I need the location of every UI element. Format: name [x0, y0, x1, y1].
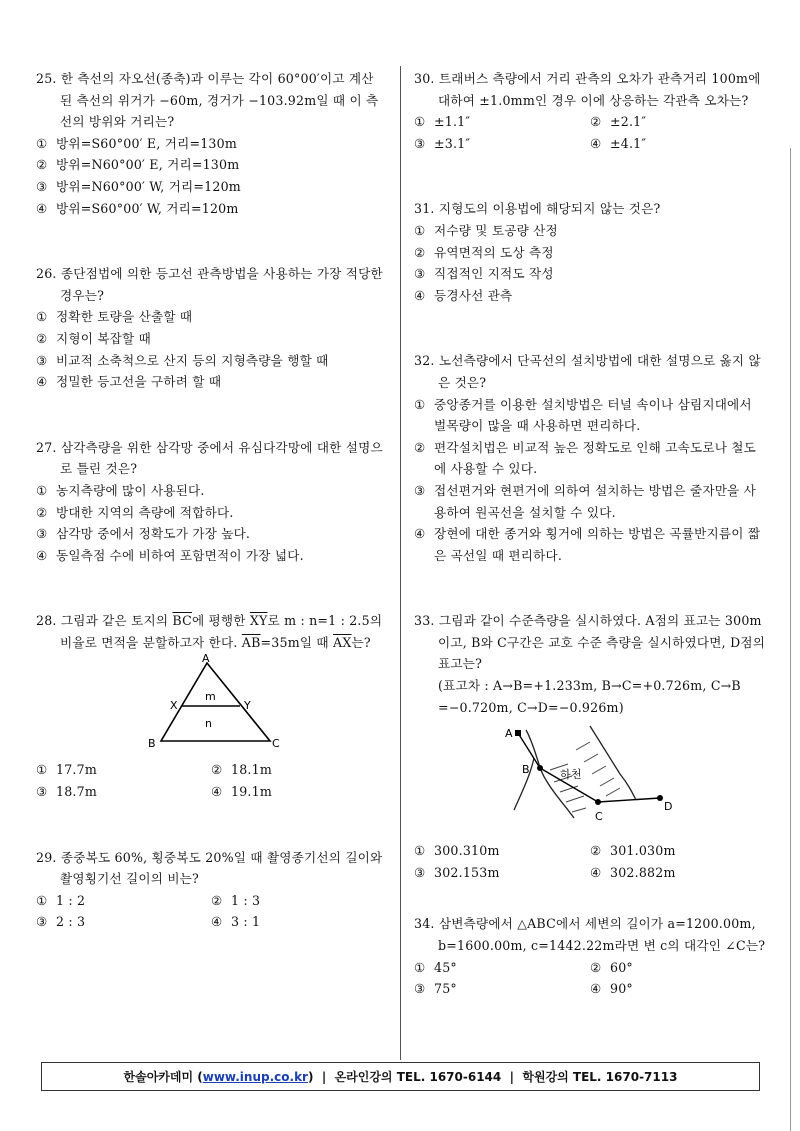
- question-number: 30.: [414, 71, 435, 86]
- option-2: ② 60°: [590, 959, 633, 975]
- option-1: ① 300.310m: [414, 843, 500, 859]
- question-number: 33.: [414, 613, 435, 629]
- question-34: [414, 913, 766, 999]
- label-c: C: [595, 810, 603, 824]
- option-2: ② 방위=N60°00′ E, 거리=130m: [36, 157, 240, 173]
- option-4: ④ 장현에 대한 종거와 횡거에 의하는 방법은 곡률반지름이 짧은 곡선일 때 편리하다.: [414, 526, 761, 563]
- option-4: ④ 동일측점 수에 비하여 포함면적이 가장 넓다.: [36, 547, 304, 563]
- question-text: 트래버스 측량에서 거리 관측의 오차가 관측거리 100m에 대하여 ±1.0mm인 경우 이에 상응하는 각관측 오차는?: [438, 71, 761, 108]
- segment-bc: $\overline{BC}$: [172, 613, 192, 629]
- question-number: 32.: [414, 353, 435, 369]
- label-n: n: [205, 717, 213, 731]
- option-4: ④ 90°: [590, 981, 633, 997]
- options-grid: [36, 759, 386, 802]
- option-1: ① 저수량 및 토공량 산정: [414, 222, 558, 238]
- label-d: D: [664, 800, 673, 814]
- page-edge-line: [790, 148, 791, 1131]
- question-text: 노선측량에서 단곡선의 설치방법에 대한 설명으로 옳지 않은 것은?: [438, 353, 761, 390]
- option-1: ① ±1.1″: [414, 114, 471, 130]
- question-number: 25.: [36, 71, 57, 86]
- option-3: ③ 2 : 3: [36, 914, 86, 930]
- label-m: m: [205, 690, 216, 704]
- label-river: 하천: [560, 768, 582, 782]
- footer-academy: 한솔아카데미 (: [123, 1070, 203, 1084]
- option-1: ① 중앙종거를 이용한 설치방법은 터널 속이나 삼림지대에서 벌목량이 많을 때 사용하면 편리하다.: [414, 396, 752, 434]
- option-2: ② ±2.1″: [590, 114, 647, 130]
- option-3: ③ 75°: [414, 981, 457, 997]
- option-1: ① 1 : 2: [36, 892, 86, 908]
- option-4: ④ 방위=S60°00′ W, 거리=120m: [36, 200, 239, 216]
- right-column: [414, 68, 766, 1000]
- option-1: ① 정확한 토량을 산출할 때: [36, 309, 193, 325]
- question-31: [414, 198, 766, 306]
- footer-online-phone: 온라인강의 TEL. 1670-6144: [334, 1070, 502, 1084]
- question-number: 29.: [36, 849, 57, 865]
- question-number: 34.: [414, 916, 435, 932]
- question-text: 지형도의 이용법에 해당되지 않는 것은?: [438, 201, 661, 217]
- label-a: A: [202, 653, 210, 666]
- option-2: ② 방대한 지역의 측량에 적합하다.: [36, 504, 234, 520]
- question-28: 28. 그림과 같은 토지의 $\overline{BC}$에 평행한 $\overline{XY}$로 m : n=1 : 2.5의 비율로 면적을 분할하고자 한다. $\overline{AB}=35m$일 때 $\overline{AX}$는? A B C X Y m n ① 17.7m ② 18.1m ③ 18.7m ④ 19.1m: [36, 610, 386, 802]
- options-grid: [414, 111, 766, 154]
- column-divider: [400, 66, 401, 1060]
- option-4: ④ 302.882m: [590, 864, 676, 880]
- question-text: 종중복도 60%, 횡중복도 20%일 때 촬영종기선의 길이와 촬영횡기선 길이의 비는?: [60, 849, 383, 887]
- question-25: [36, 68, 386, 219]
- option-1: ① 방위=S60°00′ E, 거리=130m: [36, 135, 237, 151]
- option-1: ① 농지측량에 많이 사용된다.: [36, 482, 205, 498]
- label-b: B: [148, 737, 156, 751]
- option-3: ③ 직접적인 지적도 작성: [414, 266, 554, 282]
- segment-xy: $\overline{XY}$: [249, 613, 268, 629]
- option-4: ④ 19.1m: [211, 784, 272, 800]
- option-4: ④ ±4.1″: [590, 135, 647, 151]
- question-text: 한 측선의 자오선(종축)과 이루는 각이 60°00′이고 계산된 측선의 위거가 −60m, 경거가 −103.92m일 때 이 측선의 방위와 거리는?: [60, 71, 379, 130]
- question-text: 삼각측량을 위한 삼각망 중에서 유심다각망에 대한 설명으로 틀린 것은?: [60, 439, 383, 477]
- question-number: 26.: [36, 266, 57, 282]
- label-y: Y: [244, 699, 251, 713]
- option-3: ③ 방위=N60°00′ W, 거리=120m: [36, 178, 241, 194]
- option-2: ② 유역면적의 도상 측정: [414, 244, 554, 260]
- options-grid: [36, 890, 386, 933]
- leveling-figure: [414, 718, 766, 836]
- elevation-note: (표고차 : A→B=+1.233m, B→C=+0.726m, C→B =−0.720m, C→D=−0.926m): [438, 678, 741, 715]
- option-1: ① 45°: [414, 959, 457, 975]
- option-3: ③ 18.7m: [36, 784, 97, 800]
- triangle-figure: [36, 653, 386, 753]
- left-column: [36, 68, 386, 933]
- label-c: C: [272, 737, 280, 751]
- question-33: [414, 610, 766, 883]
- options-grid: [414, 840, 766, 883]
- footer-website-link[interactable]: www.inup.co.kr: [202, 1069, 308, 1084]
- option-4: ④ 3 : 1: [211, 914, 261, 930]
- option-2: ② 301.030m: [590, 843, 676, 859]
- segment-ax: $\overline{AX}$: [333, 634, 352, 650]
- question-29: [36, 847, 386, 933]
- option-4: ④ 정밀한 등고선을 구하려 할 때: [36, 374, 222, 390]
- option-1: ① 17.7m: [36, 762, 97, 778]
- question-text: 그림과 같이 수준측량을 실시하였다. A점의 표고는 300m이고, B와 C구간은 교호 수준 측량을 실시하였다면, D점의 표고는?: [438, 613, 766, 672]
- option-2: ② 18.1m: [211, 762, 272, 778]
- option-3: ③ 302.153m: [414, 864, 500, 880]
- question-number: 27.: [36, 439, 57, 455]
- question-27: [36, 437, 386, 567]
- option-2: ② 지형이 복잡할 때: [36, 330, 151, 346]
- label-x: X: [170, 699, 178, 713]
- option-4: ④ 등경사선 관측: [414, 287, 513, 303]
- footer-separator: |: [321, 1069, 327, 1084]
- options-grid: [414, 957, 766, 1000]
- option-2: ② 1 : 3: [211, 892, 261, 908]
- question-32: [414, 350, 766, 566]
- question-text: 삼변측량에서 △ABC에서 세변의 길이가 a=1200.00m, b=1600.00m, c=1442.22m라면 변 c의 대각인 ∠C는?: [438, 916, 766, 954]
- question-30: [414, 68, 766, 154]
- question-number: 28.: [36, 613, 57, 629]
- option-3: ③ ±3.1″: [414, 135, 471, 151]
- footer-offline-phone: 학원강의 TEL. 1670-7113: [522, 1070, 678, 1084]
- option-3: ③ 접선편거와 현편거에 의하여 설치하는 방법은 줄자만을 사용하여 원곡선을 설치할 수 있다.: [414, 482, 756, 520]
- option-2: ② 편각설치법은 비교적 높은 정확도로 인해 고속도로나 철도에 사용할 수 있다.: [414, 439, 756, 477]
- question-26: [36, 263, 386, 393]
- footer-bar: 한솔아카데미 ( www.inup.co.kr ) | 온라인강의 TEL. 1670-6144 | 학원강의 TEL. 1670-7113: [41, 1062, 760, 1091]
- question-number: 31.: [414, 201, 435, 217]
- option-3: ③ 삼각망 중에서 정확도가 가장 높다.: [36, 526, 251, 542]
- label-b: B: [522, 763, 530, 777]
- segment-ab: $\overline{AB}$: [241, 634, 261, 650]
- label-a: A: [505, 727, 513, 741]
- footer-separator: |: [509, 1069, 514, 1084]
- option-3: ③ 비교적 소축척으로 산지 등의 지형측량을 행할 때: [36, 352, 329, 368]
- question-text: 종단점법에 의한 등고선 관측방법을 사용하는 가장 적당한 경우는?: [60, 266, 383, 303]
